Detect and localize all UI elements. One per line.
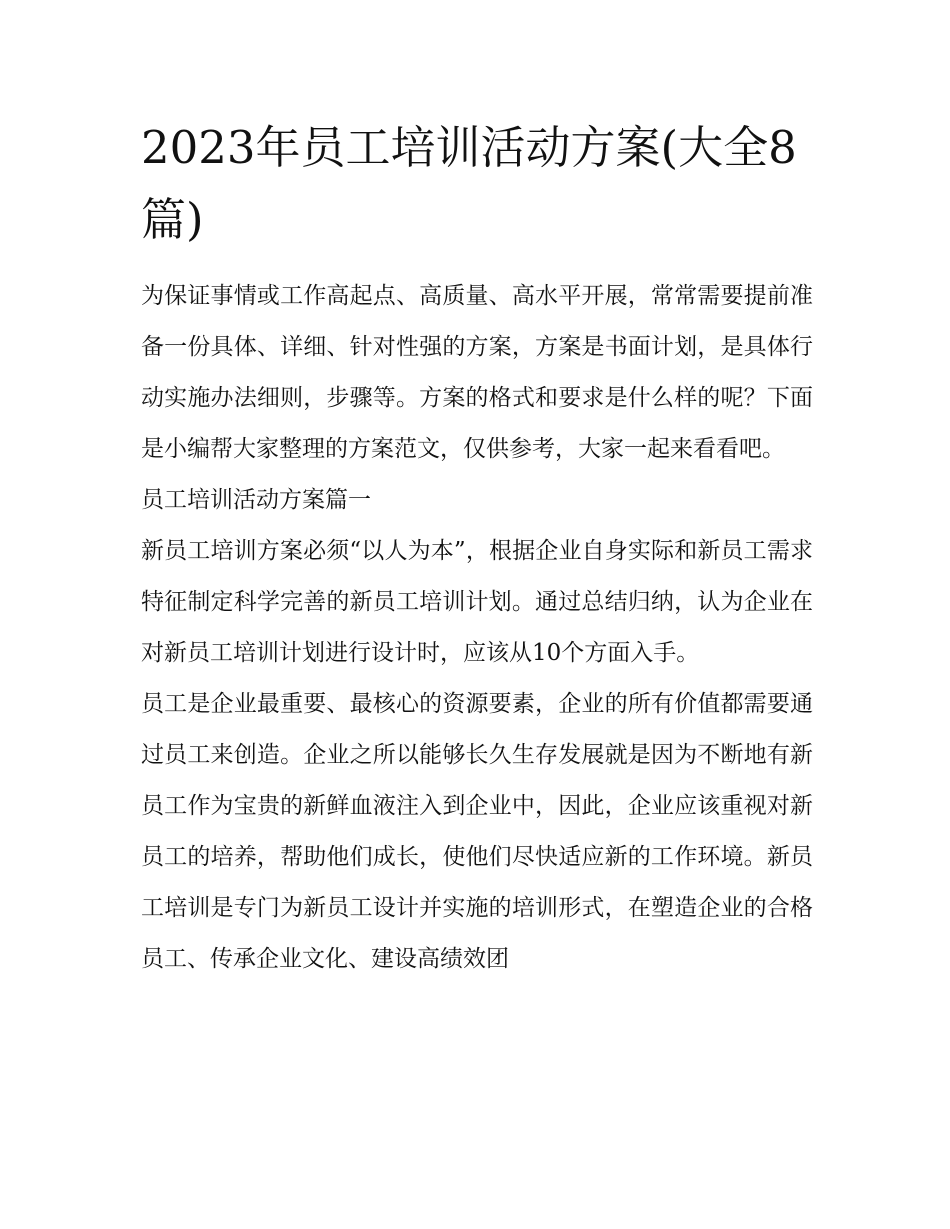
section-heading: 员工培训活动方案篇一 [141, 487, 371, 513]
document-body [141, 271, 813, 985]
paragraph-employee-value: 员工是企业最重要、最核心的资源要素，企业的所有价值都需要通过员工来创造。企业之所以能够长久生存发展就是因为不断地有新员工作为宝贵的新鲜血液注入到企业中，因此，企业应该重视对新员工的培养，帮助他们成长，使他们尽快适应新的工作环境。新员工培训是专门为新员工设计并实施的培训形式，在塑造企业的合格员工、传承企业文化、建设高绩效团 [141, 691, 813, 972]
document-title: 2023年员工培训活动方案(大全8篇) [141, 121, 797, 246]
paragraph-training-plan: 新员工培训方案必须“以人为本”，根据企业自身实际和新员工需求特征制定科学完善的新员工培训计划。通过总结归纳，认为企业在对新员工培训计划进行设计时，应该从10个方面入手。 [141, 538, 813, 666]
paragraph-intro: 为保证事情或工作高起点、高质量、高水平开展，常常需要提前准备一份具体、详细、针对性强的方案，方案是书面计划，是具体行动实施办法细则，步骤等。方案的格式和要求是什么样的呢？下面是小编帮大家整理的方案范文，仅供参考，大家一起来看看吧。 [141, 283, 813, 462]
document-content [141, 112, 813, 985]
